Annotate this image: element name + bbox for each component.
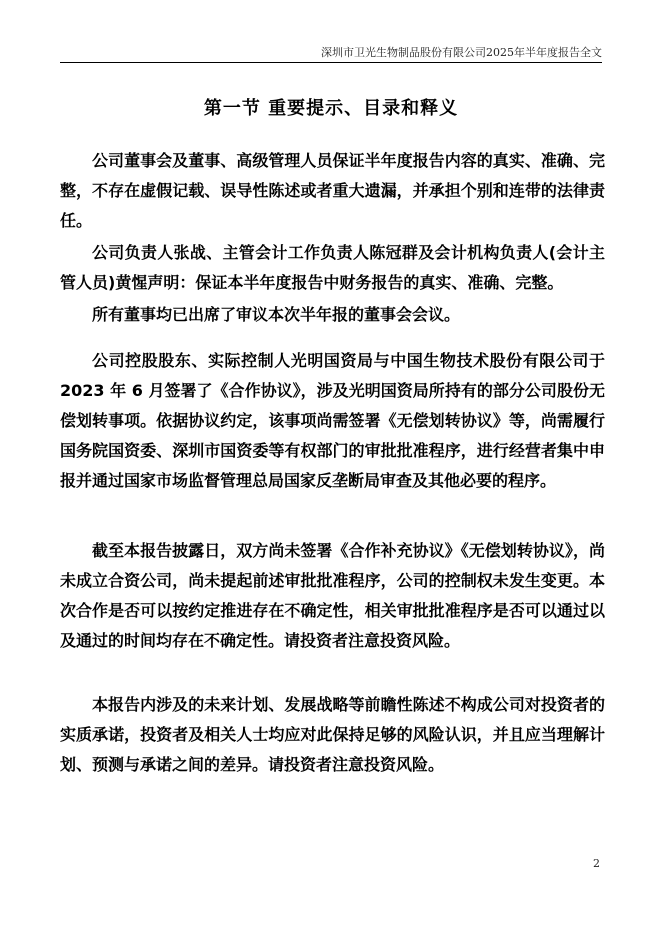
paragraph-board-guarantee: 公司董事会及董事、高级管理人员保证半年度报告内容的真实、准确、完整，不存在虚假记载、误导性陈述或者重大遗漏，并承担个别和连带的法律责任。 <box>60 151 605 230</box>
page-header: 深圳市卫光生物制品股份有限公司2025年半年度报告全文 <box>321 46 602 59</box>
header-divider <box>60 62 602 63</box>
page-number: 2 <box>593 857 600 870</box>
paragraph-responsible-persons: 公司负责人张战、主管会计工作负责人陈冠群及会计机构负责人(会计主管人员)黄惺声明：保证本半年度报告中财务报告的真实、准确、完整。 <box>60 243 605 292</box>
paragraph-control-status: 截至本报告披露日，双方尚未签署《合作补充协议》《无偿划转协议》，尚未成立合资公司，尚未提起前述审批批准程序，公司的控制权未发生变更。本次合作是否可以按约定推进存在不确定性，相关审批批准程序是否可以通过以及通过的时间均存在不确定性。请投资者注意投资风险。 <box>60 541 605 650</box>
section-title: 第一节 重要提示、目录和释义 <box>203 98 459 119</box>
paragraph-forward-looking: 本报告内涉及的未来计划、发展战略等前瞻性陈述不构成公司对投资者的实质承诺，投资者及相关人士均应对此保持足够的风险认识，并且应当理解计划、预测与承诺之间的差异。请投资者注意投资风险。 <box>60 695 605 774</box>
paragraph-cooperation-agreement: 公司控股股东、实际控制人光明国资局与中国生物技术股份有限公司于2023 年 6 月签署了《合作协议》，涉及光明国资局所持有的部分公司股份无偿划转事项。依据协议约定，该事项尚需签署《无偿划转协议》等，尚需履行国务院国资委、深圳市国资委等有权部门的审批批准程序，进行经营者集中申报并通过国家市场监督管理总局国家反垄断局审查及其他必要的程序。 <box>60 351 605 490</box>
paragraph-directors-attendance: 所有董事均已出席了审议本次半年报的董事会会议。 <box>92 305 461 324</box>
